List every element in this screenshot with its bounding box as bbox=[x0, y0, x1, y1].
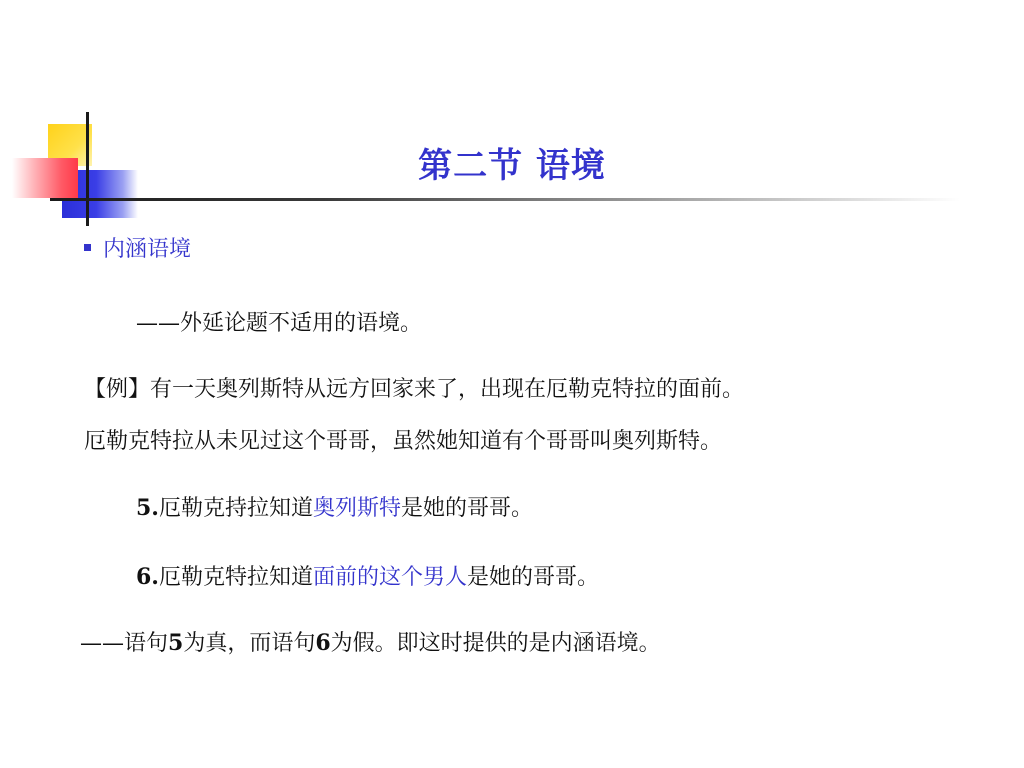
example-line-1: 【例】有一天奥列斯特从远方回家来了，出现在厄勒克特拉的面前。 bbox=[84, 377, 745, 402]
slide-title: 第二节 语境 bbox=[418, 146, 606, 186]
conclusion-line bbox=[80, 626, 661, 657]
conclusion-part-2: 为真，而语句 bbox=[183, 631, 316, 656]
example-line-2: 厄勒克特拉从未见过这个哥哥，虽然她知道有个哥哥叫奥列斯特。 bbox=[84, 429, 723, 454]
sentence-5-prefix: 厄勒克持拉知道 bbox=[158, 496, 313, 521]
sentence-6-suffix: 是她的哥哥。 bbox=[467, 565, 600, 590]
bullet-item bbox=[84, 232, 191, 263]
sentence-5-suffix: 是她的哥哥。 bbox=[401, 496, 534, 521]
decorative-squares bbox=[0, 0, 140, 240]
definition-line: ——外延论题不适用的语境。 bbox=[136, 311, 423, 336]
bullet-label: 内涵语境 bbox=[103, 237, 192, 262]
conclusion-part-3: 为假。即这时提供的是内涵语境。 bbox=[330, 631, 661, 656]
sentence-6-prefix: 厄勒克特拉知道 bbox=[158, 565, 313, 590]
sentence-6 bbox=[136, 560, 599, 591]
conclusion-number-5: 5 bbox=[168, 630, 184, 656]
conclusion-number-6: 6 bbox=[315, 630, 331, 656]
sentence-5-number: 5. bbox=[136, 495, 159, 521]
conclusion-part-1: ——语句 bbox=[80, 631, 169, 656]
sentence-5 bbox=[136, 491, 533, 522]
sentence-6-highlight: 面前的这个男人 bbox=[312, 565, 467, 590]
sentence-5-highlight: 奥列斯特 bbox=[312, 496, 401, 521]
title-underline bbox=[50, 198, 960, 201]
square-bullet-icon bbox=[84, 244, 91, 251]
sentence-6-number: 6. bbox=[136, 564, 159, 590]
